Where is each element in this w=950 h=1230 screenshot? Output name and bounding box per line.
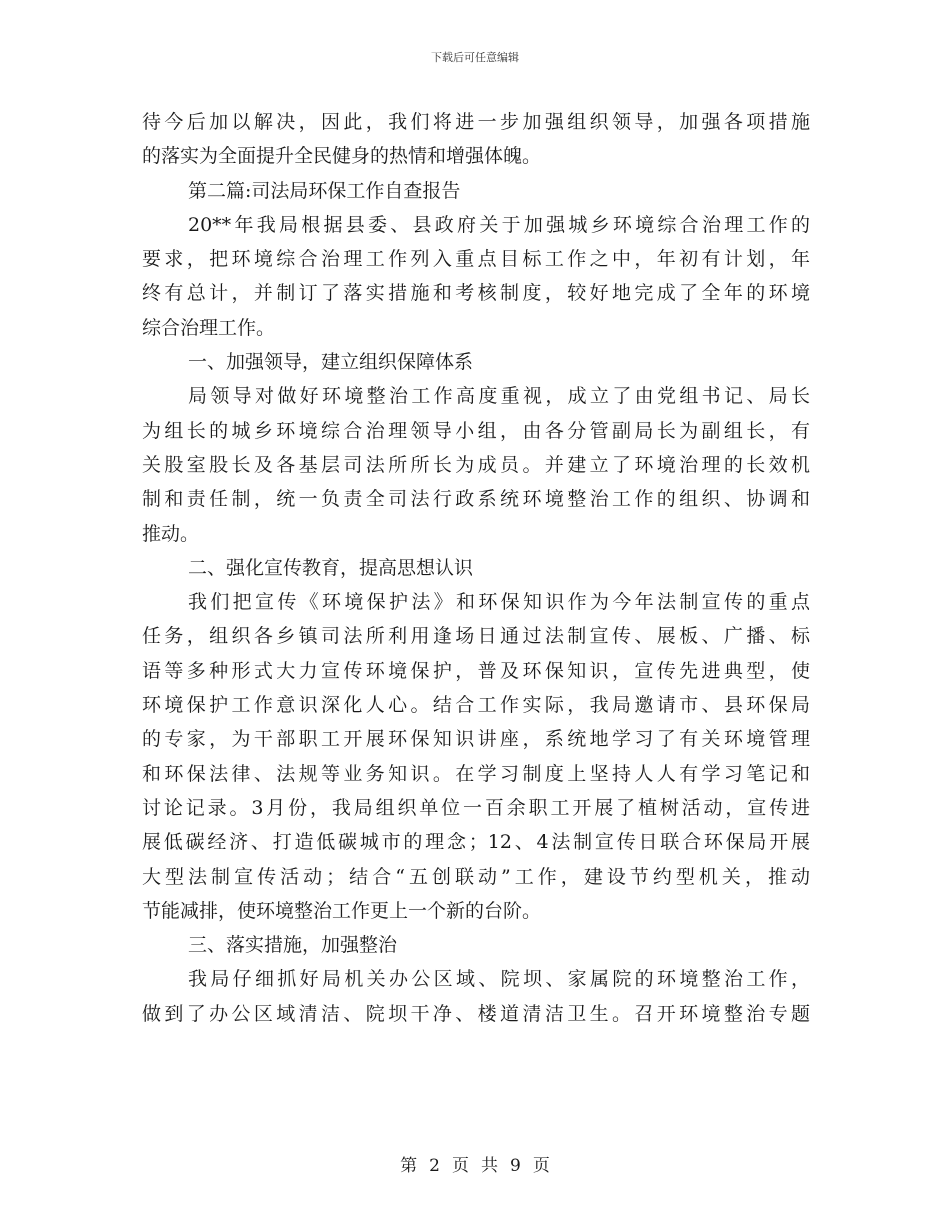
section-heading: 三、落实措施，加强整治	[188, 934, 398, 957]
text-line: 的落实为全面提升全民健身的热情和增强体魄。	[142, 145, 542, 168]
text-line: 要求，把环境综合治理工作列入重点目标工作之中，年初有计划，年	[142, 248, 810, 271]
text-line: 讨论记录。3月份，我局组织单位一百余职工开展了植树活动，宣传进	[142, 796, 810, 819]
total-pages: 9	[510, 1156, 521, 1176]
page-label-mid: 页	[452, 1156, 469, 1176]
text-line: 我们把宣传《环境保护法》和环保知识作为今年法制宣传的重点	[188, 591, 810, 614]
text-line: 待今后加以解决，因此，我们将进一步加强组织领导，加强各项措施	[142, 111, 810, 133]
text-line: 大型法制宣传活动；结合“五创联动”工作，建设节约型机关，推动	[142, 865, 810, 888]
text-line: 终有总计，并制订了落实措施和考核制度，较好地完成了全年的环境	[142, 282, 810, 305]
page-number: 2	[429, 1156, 440, 1176]
text-line: 的专家，为干部职工开展环保知识讲座，系统地学习了有关环境管理	[142, 728, 810, 751]
section-heading: 一、加强领导，建立组织保障体系	[188, 351, 474, 374]
text-line: 20**年我局根据县委、县政府关于加强城乡环境综合治理工作的	[188, 213, 810, 236]
text-line: 我局仔细抓好局机关办公区域、院坝、家属院的环境整治工作，	[188, 968, 810, 991]
text-line: 任务，组织各乡镇司法所利用逢场日通过法制宣传、展板、广播、标	[142, 625, 810, 648]
total-label: 共	[481, 1156, 498, 1176]
page-label-pre: 第	[400, 1156, 418, 1176]
text-line: 为组长的城乡环境综合治理领导小组，由各分管副局长为副组长，有	[142, 419, 810, 442]
section-title: 第二篇:司法局环保工作自查报告	[188, 179, 461, 202]
text-line: 节能减排，使环境整治工作更上一个新的台阶。	[142, 899, 542, 922]
text-line: 做到了办公区域清洁、院坝干净、楼道清洁卫生。召开环境整治专题	[142, 1002, 810, 1025]
text-line: 环境保护工作意识深化人心。结合工作实际，我局邀请市、县环保局	[142, 694, 810, 717]
text-line: 制和责任制，统一负责全司法行政系统环境整治工作的组织、协调和	[142, 488, 810, 511]
text-line: 语等多种形式大力宣传环境保护，普及环保知识，宣传先进典型，使	[142, 659, 810, 682]
text-line: 展低碳经济、打造低碳城市的理念；12、4法制宣传日联合环保局开展	[142, 831, 810, 854]
page-header: 下载后可任意编辑	[431, 51, 519, 64]
text-line: 和环保法律、法规等业务知识。在学习制度上坚持人人有学习笔记和	[142, 762, 810, 785]
document-body	[142, 105, 810, 1031]
text-line: 关股室股长及各基层司法所所长为成员。并建立了环境治理的长效机	[142, 453, 810, 476]
text-line: 局领导对做好环境整治工作高度重视，成立了由党组书记、局长	[188, 385, 810, 408]
page-footer	[0, 1156, 950, 1176]
page-label-post: 页	[532, 1156, 550, 1176]
text-line: 推动。	[142, 522, 200, 545]
text-line: 综合治理工作。	[142, 316, 276, 339]
section-heading: 二、强化宣传教育，提高思想认识	[188, 556, 474, 579]
